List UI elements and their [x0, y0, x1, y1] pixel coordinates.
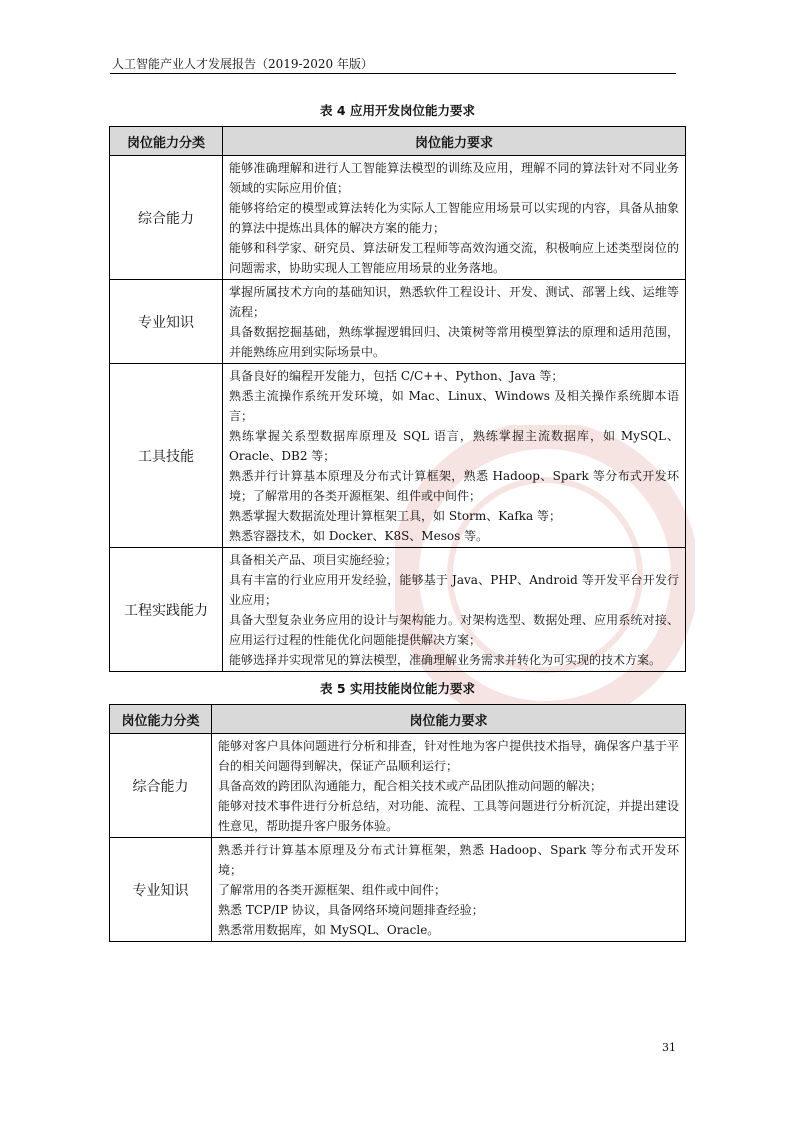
- column-header-category: 岗位能力分类: [110, 705, 212, 734]
- column-header-requirements: 岗位能力要求: [212, 705, 686, 734]
- requirement-item: 熟悉并行计算基本原理及分布式计算框架，熟悉 Hadoop、Spark 等分布式开发环境；: [218, 843, 679, 877]
- table-app-dev-requirements: [109, 126, 686, 672]
- requirements-cell: [223, 364, 686, 548]
- requirement-item: 能够将给定的模型或算法转化为实际人工智能应用场景可以实现的内容，具备从抽象的算法中提炼出具体的解决方案的能力；: [229, 201, 679, 235]
- requirement-item: 熟悉掌握大数据流处理计算框架工具，如 Storm、Kafka 等；: [229, 509, 561, 523]
- category-cell: 综合能力: [110, 734, 212, 838]
- requirement-item: 熟悉常用数据库，如 MySQL、Oracle。: [218, 923, 440, 937]
- header-rule: [110, 73, 676, 74]
- table4-caption: 表 4 应用开发岗位能力要求: [320, 103, 475, 118]
- requirements-cell: [223, 156, 686, 280]
- requirement-item: 熟悉容器技术，如 Docker、K8S、Mesos 等。: [229, 529, 489, 543]
- requirement-item: 熟悉主流操作系统开发环境，如 Mac、Linux、Windows 及相关操作系统脚本语言；: [229, 389, 679, 423]
- requirement-item: 具有丰富的行业应用开发经验，能够基于 Java、PHP、Android 等开发平台开发行业应用；: [229, 573, 679, 607]
- table-row: [110, 156, 686, 280]
- requirement-item: 具备良好的编程开发能力，包括 C/C++、Python、Java 等；: [229, 369, 564, 383]
- column-header-category: 岗位能力分类: [110, 127, 223, 156]
- requirements-cell: [212, 838, 686, 942]
- requirement-item: 具备相关产品、项目实施经验；: [229, 553, 398, 567]
- page-number: 31: [662, 1041, 676, 1054]
- table5-caption: 表 5 实用技能岗位能力要求: [320, 681, 475, 696]
- requirements-cell: [212, 734, 686, 838]
- category-cell: 专业知识: [110, 838, 212, 942]
- requirements-cell: [223, 280, 686, 364]
- requirement-item: 能够准确理解和进行人工智能算法模型的训练及应用，理解不同的算法针对不同业务领域的实际应用价值；: [229, 161, 679, 195]
- requirement-item: 掌握所属技术方向的基础知识，熟悉软件工程设计、开发、测试、部署上线、运维等流程；: [229, 285, 679, 319]
- column-header-requirements: 岗位能力要求: [223, 127, 686, 156]
- table-practical-skills-requirements: [109, 704, 686, 942]
- running-header: 人工智能产业人才发展报告（2019-2020 年版）: [112, 57, 373, 71]
- category-cell: 专业知识: [110, 280, 223, 364]
- requirement-item: 具备大型复杂业务应用的设计与架构能力。对架构选型、数据处理、应用系统对接、应用运行过程的性能优化问题能提供解决方案；: [229, 613, 679, 647]
- category-cell: 综合能力: [110, 156, 223, 280]
- table-row: [110, 364, 686, 548]
- table-row: [110, 548, 686, 672]
- requirement-item: 了解常用的各类开源框架、组件或中间件；: [218, 883, 447, 897]
- requirement-item: 能够选择并实现常见的算法模型，准确理解业务需求并转化为可实现的技术方案。: [229, 653, 662, 667]
- requirement-item: 熟悉 TCP/IP 协议，具备网络环境问题排查经验；: [218, 903, 484, 917]
- table-row: [110, 734, 686, 838]
- requirement-item: 能够对客户具体问题进行分析和排查，针对性地为客户提供技术指导，确保客户基于平台的相关问题得到解决，保证产品顺利运行；: [218, 739, 679, 773]
- table-row: [110, 280, 686, 364]
- category-cell: 工具技能: [110, 364, 223, 548]
- requirement-item: 熟悉并行计算基本原理及分布式计算框架，熟悉 Hadoop、Spark 等分布式开发环境；了解常用的各类开源框架、组件或中间件；: [229, 469, 679, 503]
- requirements-cell: [223, 548, 686, 672]
- requirement-item: 具备数据挖掘基础，熟练掌握逻辑回归、决策树等常用模型算法的原理和适用范围，并能熟练应用到实际场景中。: [229, 325, 679, 359]
- category-cell: 工程实践能力: [110, 548, 223, 672]
- requirement-item: 能够对技术事件进行分析总结，对功能、流程、工具等问题进行分析沉淀，并提出建设性意见，帮助提升客户服务体验。: [218, 799, 679, 833]
- table-row: [110, 838, 686, 942]
- requirement-item: 熟练掌握关系型数据库原理及 SQL 语言，熟练掌握主流数据库，如 MySQL、Oracle、DB2 等；: [229, 429, 679, 463]
- requirement-item: 具备高效的跨团队沟通能力，配合相关技术或产品团队推动问题的解决；: [218, 779, 603, 793]
- requirement-item: 能够和科学家、研究员、算法研发工程师等高效沟通交流，积极响应上述类型岗位的问题需求，协助实现人工智能应用场景的业务落地。: [229, 241, 679, 275]
- page-body: [109, 102, 686, 942]
